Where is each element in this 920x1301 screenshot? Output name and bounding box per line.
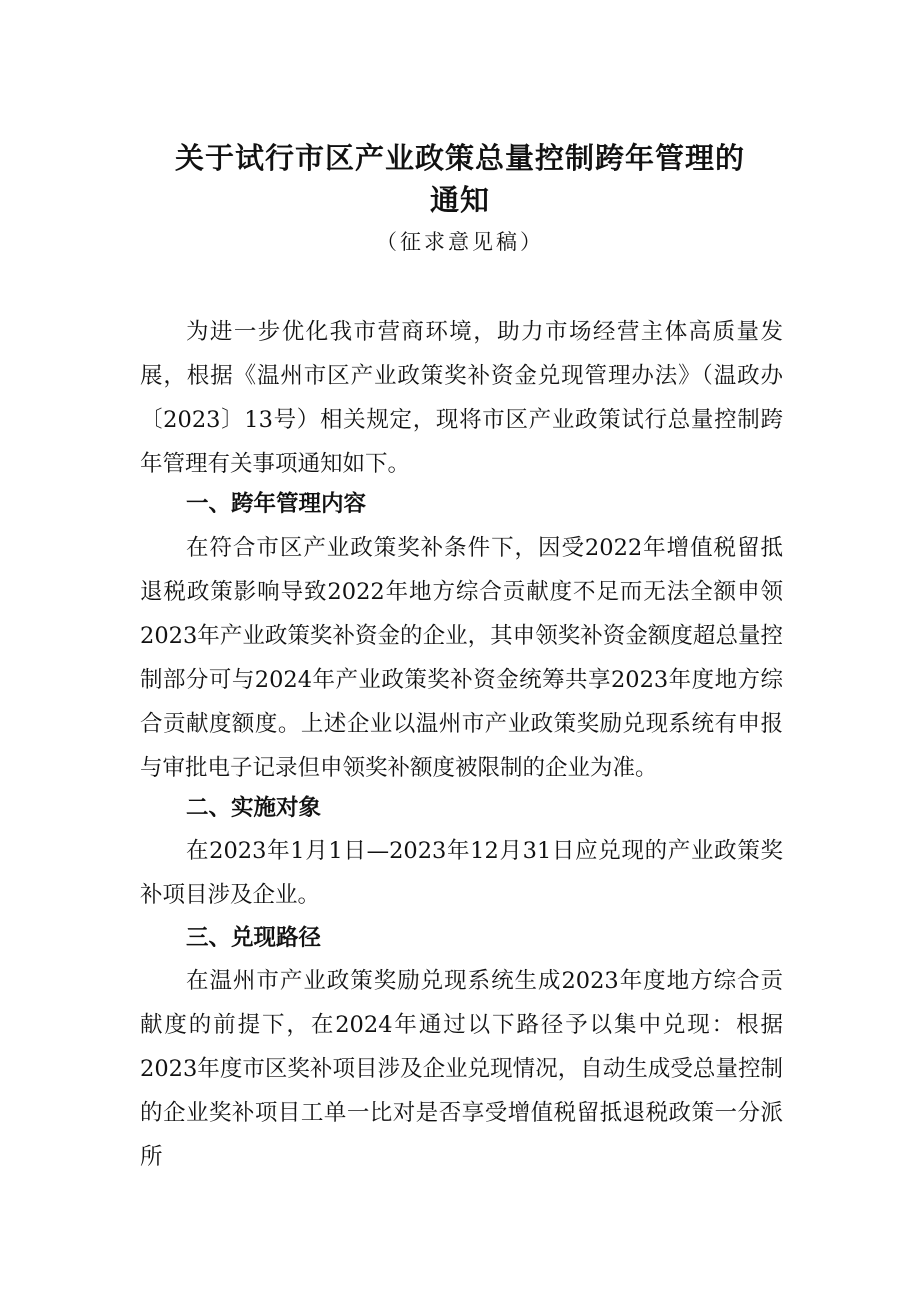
section-heading-3: 三、兑现路径	[186, 925, 322, 951]
section-paragraph-1: 在符合市区产业政策奖补条件下，因受2022年增值税留抵退税政策影响导致2022年地方综合贡献度不足而无法全额申领2023年产业政策奖补资金的企业，其申领奖补资金额度超总量控制部分可与2024年产业政策奖补资金统筹共享2023年度地方综合贡献度额度。上述企业以温州市产业政策奖励兑现系统有申报与审批电子记录但申领奖补额度被限制的企业为准。	[140, 535, 783, 781]
intro-paragraph: 为进一步优化我市营商环境，助力市场经营主体高质量发展，根据《温州市区产业政策奖补资金兑现管理办法》（温政办〔2023〕13号）相关规定，现将市区产业政策试行总量控制跨年管理有关事项通知如下。	[140, 319, 783, 477]
section-paragraph-2: 在2023年1月1日—2023年12月31日应兑现的产业政策奖补项目涉及企业。	[140, 838, 783, 908]
section-paragraph-3: 在温州市产业政策奖励兑现系统生成2023年度地方综合贡献度的前提下，在2024年通过以下路径予以集中兑现：根据2023年度市区奖补项目涉及企业兑现情况，自动生成受总量控制的企业奖补项目工单一比对是否享受增值税留抵退税政策一分派所	[140, 968, 783, 1170]
document-title-line2: 通知	[429, 183, 490, 217]
section-heading-2: 二、实施对象	[186, 795, 322, 821]
section-heading-1: 一、跨年管理内容	[186, 491, 367, 517]
document-subtitle: （征求意见稿）	[376, 230, 544, 254]
document-title-line1: 关于试行市区产业政策总量控制跨年管理的	[174, 141, 745, 175]
